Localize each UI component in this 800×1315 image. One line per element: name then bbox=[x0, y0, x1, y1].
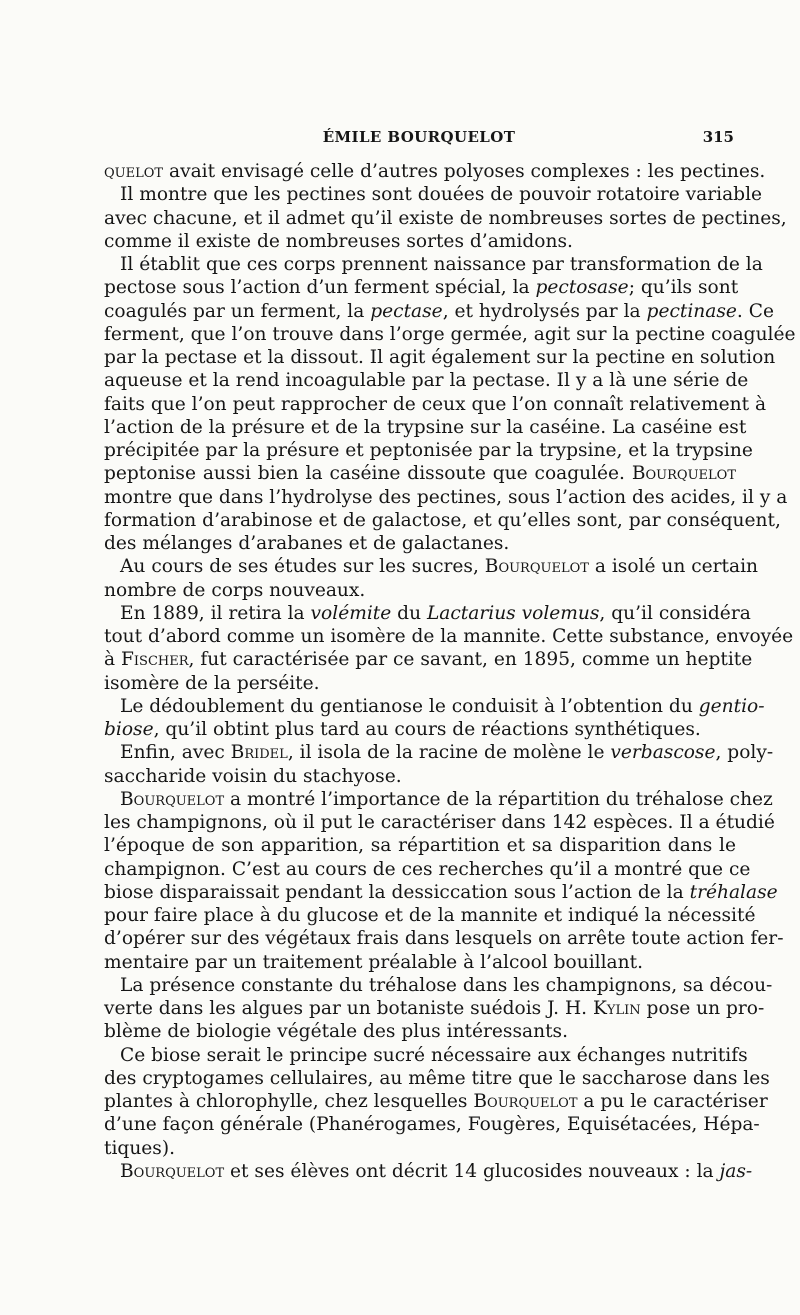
text-run: , qu’il considéra bbox=[599, 602, 751, 624]
text-run: formation d’arabinose et de galactose, et qu’elles sont, par conséquent, bbox=[104, 509, 781, 531]
text-line bbox=[104, 369, 749, 392]
text-line bbox=[104, 393, 767, 416]
text-line bbox=[104, 509, 781, 532]
author-name: Bourquelot bbox=[473, 1091, 578, 1112]
text-run: tiques). bbox=[104, 1137, 176, 1159]
text-line bbox=[104, 555, 759, 578]
text-line bbox=[104, 1067, 770, 1090]
text-run: l’époque de son apparition, sa répartition et sa disparition dans le bbox=[104, 835, 736, 857]
italic-term: gentio- bbox=[698, 695, 765, 717]
text-line bbox=[104, 1160, 753, 1183]
text-run: d’une façon générale (Phanérogames, Fougères, Equisétacées, Hépa- bbox=[104, 1114, 760, 1136]
author-name: Kylin bbox=[593, 998, 641, 1019]
italic-term: verbascose bbox=[610, 742, 716, 764]
text-line bbox=[104, 579, 736, 602]
text-run: verte dans les algues par un botaniste suédois J. H. bbox=[104, 998, 594, 1019]
text-line bbox=[104, 881, 778, 904]
text-run: Il montre que les pectines sont douées de pouvoir rotatoire variable bbox=[120, 184, 763, 206]
text-line bbox=[104, 695, 765, 718]
author-name: Bourquelot bbox=[120, 788, 225, 810]
italic-term: pectosase bbox=[535, 277, 629, 299]
text-run: l’action de la présure et de la trypsine sur la caséine. La caséine est bbox=[104, 416, 747, 438]
text-run: a montré l’importance de la répartition du tréhalose chez bbox=[224, 788, 773, 810]
text-run: les champignons, où il put le caractériser dans 142 espèces. Il a étudié bbox=[104, 812, 775, 833]
text-run: , il isola de la racine de molène le bbox=[287, 742, 611, 764]
text-run: avait envisagé celle d’autres polyoses complexes : les pectines. bbox=[163, 161, 766, 182]
text-run: . Ce bbox=[736, 300, 774, 322]
text-run: , et hydrolysés par la bbox=[442, 300, 647, 322]
text-run: biose disparaissait pendant la dessiccation sous l’action de la bbox=[104, 881, 690, 903]
author-name: Bourquelot bbox=[120, 1160, 225, 1182]
running-title: ÉMILE BOURQUELOT bbox=[322, 128, 516, 146]
text-line bbox=[104, 532, 736, 555]
text-run: La présence constante du tréhalose dans les champignons, sa décou- bbox=[120, 974, 773, 996]
text-line bbox=[104, 1090, 768, 1113]
text-run: saccharide voisin du stachyose. bbox=[104, 765, 402, 787]
text-line bbox=[104, 625, 794, 648]
text-run: plantes à chlorophylle, chez lesquelles bbox=[104, 1091, 474, 1112]
text-line bbox=[104, 183, 763, 206]
text-run: d’opérer sur des végétaux frais dans lesquels on arrête toute action fer- bbox=[104, 928, 784, 950]
text-line bbox=[104, 416, 747, 439]
text-line bbox=[104, 323, 796, 346]
text-run: comme il existe de nombreuses sortes d’amidons. bbox=[104, 230, 573, 252]
text-line bbox=[104, 160, 766, 183]
text-run: nombre de corps nouveaux. bbox=[104, 579, 366, 601]
text-run: Enfin, avec bbox=[120, 742, 231, 764]
text-line bbox=[104, 858, 751, 881]
text-line bbox=[104, 486, 788, 509]
author-name: Bourquelot bbox=[631, 463, 736, 485]
italic-term: Lactarius volemus bbox=[426, 602, 600, 624]
page-number: 315 bbox=[702, 128, 734, 146]
text-line bbox=[104, 439, 753, 462]
text-run: blème de biologie végétale des plus intéressants. bbox=[104, 1021, 568, 1043]
text-run: tout d’abord comme un isomère de la mannite. Cette substance, envoyée bbox=[104, 626, 794, 647]
text-run: à bbox=[104, 649, 121, 671]
text-line bbox=[104, 1020, 736, 1043]
text-line bbox=[104, 1113, 760, 1136]
author-name: Fischer bbox=[121, 649, 189, 671]
text-run: précipitée par la présure et peptonisée par la trypsine, et la trypsine bbox=[104, 440, 753, 461]
text-run: a pu le caractériser bbox=[577, 1091, 768, 1112]
author-name: Bridel bbox=[230, 742, 288, 764]
text-run: ferment, que l’on trouve dans l’orge germée, agit sur la pectine coagulée bbox=[104, 323, 796, 345]
italic-term: jas- bbox=[719, 1160, 753, 1182]
author-name: quelot bbox=[104, 161, 164, 182]
text-line bbox=[104, 788, 773, 811]
text-run: pour faire place à du glucose et de la mannite et indiqué la nécessité bbox=[104, 905, 756, 926]
text-run: et ses élèves ont décrit 14 glucosides nouveaux : la bbox=[224, 1160, 720, 1182]
text-run: montre que dans l’hydrolyse des pectines, sous l’action des acides, il y a bbox=[104, 486, 788, 508]
text-line bbox=[104, 951, 736, 974]
text-run: des cryptogames cellulaires, au même titre que le saccharose dans les bbox=[104, 1067, 770, 1089]
italic-term: pectinase bbox=[646, 300, 737, 322]
text-line bbox=[104, 904, 756, 927]
text-line bbox=[104, 765, 736, 788]
text-run: des mélanges d’arabanes et de galactanes. bbox=[104, 533, 510, 554]
text-run: , poly- bbox=[715, 742, 774, 764]
text-line bbox=[104, 207, 787, 230]
text-run: coagulés par un ferment, la bbox=[104, 300, 371, 322]
running-header bbox=[104, 126, 734, 148]
text-run: aqueuse et la rend incoagulable par la pectase. Il y a là une série de bbox=[104, 370, 749, 392]
text-run: ; qu’ils sont bbox=[628, 277, 739, 299]
text-line bbox=[104, 1137, 736, 1160]
italic-term: biose bbox=[104, 719, 154, 740]
text-run: mentaire par un traitement préalable à l’alcool bouillant. bbox=[104, 951, 644, 973]
text-run: isomère de la perséite. bbox=[104, 672, 320, 694]
text-line bbox=[104, 811, 775, 834]
text-line bbox=[104, 672, 736, 695]
text-run: Il établit que ces corps prennent naissance par transformation de la bbox=[120, 254, 763, 275]
text-run: En 1889, il retira la bbox=[120, 602, 311, 624]
text-run: avec chacune, et il admet qu’il existe de nombreuses sortes de pectines, bbox=[104, 207, 787, 229]
text-line bbox=[104, 927, 784, 950]
author-name: Bourquelot bbox=[484, 556, 589, 578]
text-run: pose un pro- bbox=[640, 998, 765, 1019]
text-run: faits que l’on peut rapprocher de ceux que l’on connaît relativement à bbox=[104, 393, 767, 415]
text-line bbox=[104, 346, 776, 369]
text-line bbox=[104, 602, 751, 625]
text-line bbox=[104, 997, 765, 1020]
text-run: champignon. C’est au cours de ces recherches qu’il a montré que ce bbox=[104, 858, 751, 880]
text-line bbox=[104, 462, 736, 485]
text-line bbox=[104, 300, 774, 323]
text-line bbox=[104, 253, 763, 276]
text-run: Au cours de ses études sur les sucres, bbox=[120, 556, 485, 578]
text-line bbox=[104, 1044, 748, 1067]
text-line bbox=[104, 718, 736, 741]
text-line bbox=[104, 974, 773, 997]
text-run: peptonise aussi bien la caséine dissoute que coagulée. bbox=[104, 463, 632, 485]
text-run: , qu’il obtint plus tard au cours de réactions synthétiques. bbox=[153, 719, 701, 740]
text-run: par la pectase et la dissout. Il agit également sur la pectine en solution bbox=[104, 347, 776, 368]
italic-term: tréhalase bbox=[689, 881, 778, 903]
italic-term: pectase bbox=[370, 300, 443, 322]
text-run: a isolé un certain bbox=[588, 556, 759, 578]
text-line bbox=[104, 276, 739, 299]
text-run: Ce biose serait le principe sucré nécessaire aux échanges nutritifs bbox=[120, 1044, 748, 1066]
text-run: du bbox=[391, 602, 427, 624]
text-line bbox=[104, 834, 736, 857]
text-line bbox=[104, 741, 774, 764]
text-line bbox=[104, 230, 736, 253]
text-run: , fut caractérisée par ce savant, en 1895, comme un heptite bbox=[188, 649, 753, 671]
text-run: Le dédoublement du gentianose le conduisit à l’obtention du bbox=[120, 695, 699, 717]
text-line bbox=[104, 648, 753, 671]
body-text bbox=[104, 160, 796, 1183]
italic-term: volémite bbox=[310, 602, 392, 624]
text-run: pectose sous l’action d’un ferment spécial, la bbox=[104, 277, 536, 299]
